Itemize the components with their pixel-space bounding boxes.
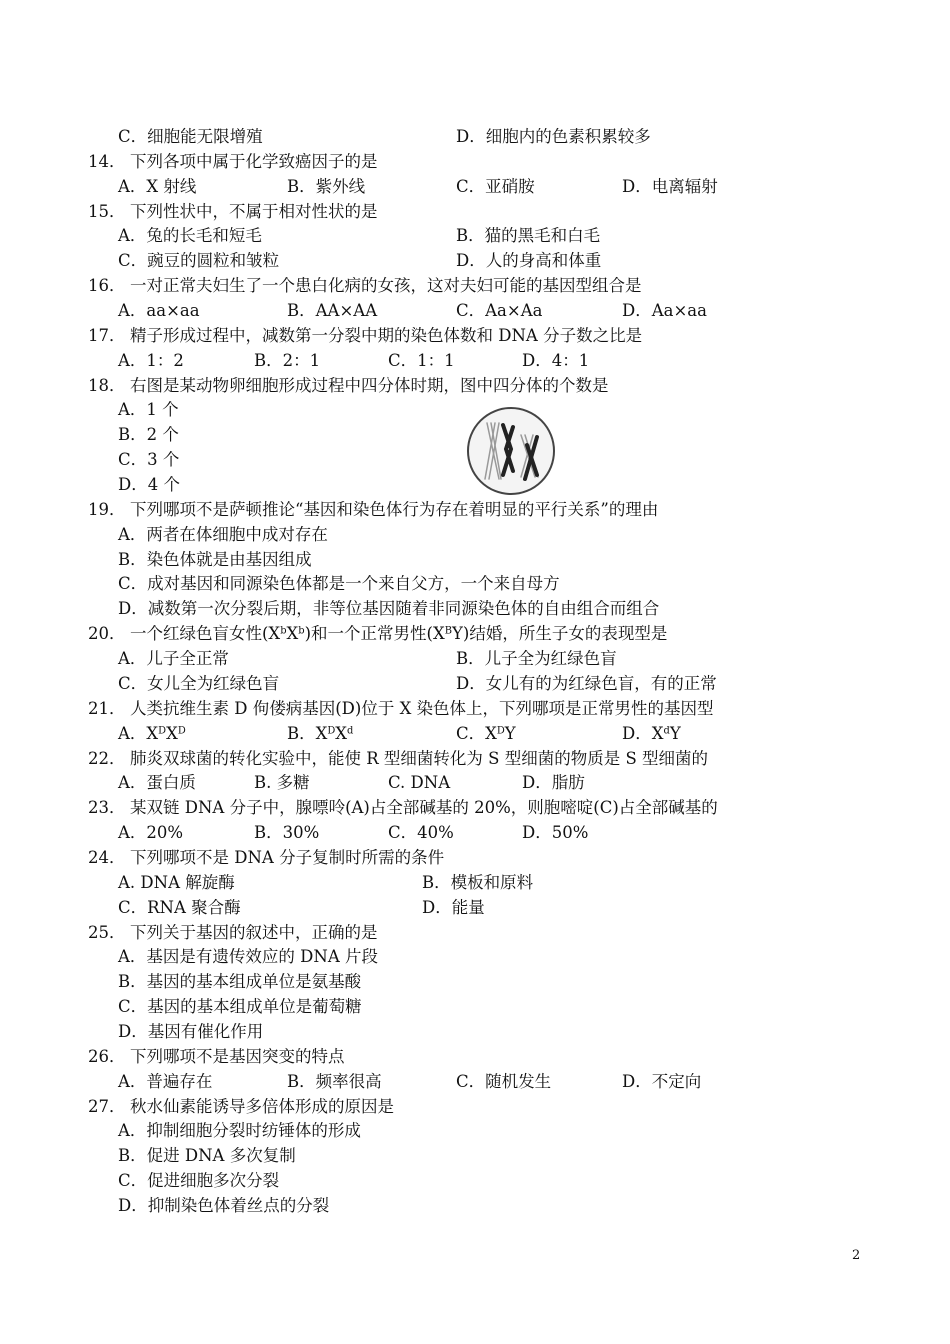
option-b: B．紫外线 xyxy=(287,176,366,196)
option-a: A．两者在体细胞中成对存在 xyxy=(118,524,328,544)
answer-options xyxy=(0,1069,950,1094)
answer-options xyxy=(0,721,950,746)
question-text: 下列哪项不是基因突变的特点 xyxy=(130,1046,345,1066)
question-number: 15． xyxy=(88,201,126,221)
question-stem xyxy=(0,1094,950,1119)
question-stem xyxy=(0,845,950,870)
option-a: A．aa×aa xyxy=(118,301,200,321)
option-a: C．女儿全为红绿色盲 xyxy=(118,673,280,693)
option-b: D．能量 xyxy=(422,897,485,917)
option-d: D．$X^dY$ xyxy=(622,723,681,743)
answer-options xyxy=(0,571,950,596)
option-b: D．人的身高和体重 xyxy=(456,251,602,271)
question-stem xyxy=(0,920,950,945)
option-b: B．猫的黑毛和白毛 xyxy=(456,226,601,246)
option-a: D．基因有催化作用 xyxy=(118,1021,264,1041)
question-number: 19． xyxy=(88,499,126,519)
question-text: 下列性状中，不属于相对性状的是 xyxy=(130,201,378,221)
answer-options xyxy=(0,770,950,795)
option-b: B．30% xyxy=(254,823,320,843)
option-b: B．模板和原料 xyxy=(422,872,534,892)
question-number: 24． xyxy=(88,847,126,867)
option-b: B．$X^DX^d$ xyxy=(287,723,354,743)
option-b: B．AA×AA xyxy=(287,301,378,321)
option-a: A．1 个 xyxy=(118,400,179,420)
option-a: A．$X^DX^D$ xyxy=(118,723,186,743)
answer-options xyxy=(0,174,950,199)
question-text: 秋水仙素能诱导多倍体形成的原因是 xyxy=(130,1096,394,1116)
question-text: 精子形成过程中，减数第一分裂中期的染色体数和 DNA 分子数之比是 xyxy=(130,325,643,345)
question-text: 一个红绿色盲女性$(X^bX^b)$和一个正常男性$(X^BY)$结婚，所生子女的表现型是 xyxy=(130,624,668,644)
answer-options xyxy=(0,994,950,1019)
option-c: C. DNA xyxy=(388,773,451,793)
option-d: D．Aa×aa xyxy=(622,301,707,321)
question-stem xyxy=(0,1044,950,1069)
option-a: A．普遍存在 xyxy=(118,1071,213,1091)
option-d: D．4：1 xyxy=(522,350,590,370)
option-b: D．女儿有的为红绿色盲，有的正常 xyxy=(456,673,717,693)
answer-options xyxy=(0,820,950,845)
answer-options xyxy=(0,522,950,547)
option-b: B. 多糖 xyxy=(254,773,310,793)
question-text: 某双链 DNA 分子中，腺嘌呤(A)占全部碱基的 20%，则胞嘧啶(C)占全部碱基的 xyxy=(130,798,718,818)
option-a: A．抑制细胞分裂时纺锤体的形成 xyxy=(118,1121,361,1141)
question-number: 16． xyxy=(88,276,126,296)
question-stem xyxy=(0,323,950,348)
answer-options xyxy=(0,895,950,920)
option-a: C．成对基因和同源染色体都是一个来自父方，一个来自母方 xyxy=(118,574,560,594)
question-text: 一对正常夫妇生了一个患白化病的女孩，这对夫妇可能的基因型组合是 xyxy=(130,276,642,296)
option-a: C．豌豆的圆粒和皱粒 xyxy=(118,251,280,271)
answer-options xyxy=(0,124,950,149)
answer-options xyxy=(0,547,950,572)
question-text: 下列哪项不是萨顿推论“基因和染色体行为存在着明显的平行关系”的理由 xyxy=(130,499,659,519)
question-stem xyxy=(0,795,950,820)
answer-options xyxy=(0,870,950,895)
option-a: A．X 射线 xyxy=(118,176,197,196)
option-d: D．电离辐射 xyxy=(622,176,718,196)
option-a: B．促进 DNA 多次复制 xyxy=(118,1146,296,1166)
question-number: 23． xyxy=(88,798,126,818)
question-stem xyxy=(0,746,950,771)
option-d: D．不定向 xyxy=(622,1071,702,1091)
answer-options xyxy=(0,646,950,671)
option-a: A．1：2 xyxy=(118,350,184,370)
option-a: D．减数第一次分裂后期，非等位基因随着非同源染色体的自由组合而组合 xyxy=(118,599,660,619)
question-number: 27． xyxy=(88,1096,126,1116)
option-b: D．细胞内的色素积累较多 xyxy=(456,127,651,146)
answer-options xyxy=(0,1118,950,1143)
option-a: A．基因是有遗传效应的 DNA 片段 xyxy=(118,947,378,967)
question-number: 17． xyxy=(88,325,126,345)
option-c: C．1：1 xyxy=(388,350,455,370)
answer-options xyxy=(0,671,950,696)
question-number: 21． xyxy=(88,698,126,718)
question-number: 25． xyxy=(88,922,126,942)
option-a: C．3 个 xyxy=(118,450,180,470)
option-a: B．2 个 xyxy=(118,425,179,445)
option-d: D．脂肪 xyxy=(522,773,585,793)
option-a: C．细胞能无限增殖 xyxy=(118,127,263,146)
option-a: D．4 个 xyxy=(118,475,180,495)
question-stem xyxy=(0,696,950,721)
option-a: C．促进细胞多次分裂 xyxy=(118,1171,280,1191)
question-text: 人类抗维生素 D 佝偻病基因(D)位于 X 染色体上，下列哪项是正常男性的基因型 xyxy=(130,698,714,718)
question-stem xyxy=(0,149,950,174)
option-c: C．40% xyxy=(388,823,454,843)
option-a: B．基因的基本组成单位是氨基酸 xyxy=(118,972,362,992)
option-a: A．20% xyxy=(118,823,184,843)
option-a: D．抑制染色体着丝点的分裂 xyxy=(118,1195,330,1215)
option-a: A．儿子全正常 xyxy=(118,649,229,669)
answer-options xyxy=(0,1143,950,1168)
question-text: 右图是某动物卵细胞形成过程中四分体时期，图中四分体的个数是 xyxy=(130,375,609,395)
answer-options xyxy=(0,223,950,248)
question-number: 14． xyxy=(88,151,126,171)
option-a: A. DNA 解旋酶 xyxy=(118,872,235,892)
option-b: B．2：1 xyxy=(254,350,321,370)
question-stem xyxy=(0,273,950,298)
option-a: B．染色体就是由基因组成 xyxy=(118,549,312,569)
tetrad-cell-diagram xyxy=(465,405,557,497)
option-a: C．RNA 聚合酶 xyxy=(118,897,241,917)
option-d: D．50% xyxy=(522,823,589,843)
option-c: C．随机发生 xyxy=(456,1071,552,1091)
page-number: 2 xyxy=(852,1248,861,1263)
question-text: 肺炎双球菌的转化实验中，能使 R 型细菌转化为 S 型细菌的物质是 S 型细菌的 xyxy=(130,748,708,768)
answer-options xyxy=(0,969,950,994)
question-number: 22． xyxy=(88,748,126,768)
question-stem xyxy=(0,373,950,398)
option-a: C．基因的基本组成单位是葡萄糖 xyxy=(118,997,362,1017)
question-number: 20． xyxy=(88,624,126,644)
question-stem xyxy=(0,199,950,224)
question-text: 下列关于基因的叙述中，正确的是 xyxy=(130,922,378,942)
answer-options xyxy=(0,1019,950,1044)
question-stem xyxy=(0,497,950,522)
option-c: C．Aa×Aa xyxy=(456,301,543,321)
option-a: A．蛋白质 xyxy=(118,773,196,793)
option-b: B．儿子全为红绿色盲 xyxy=(456,649,617,669)
question-text: 下列各项中属于化学致癌因子的是 xyxy=(130,151,378,171)
answer-options xyxy=(0,248,950,273)
option-a: A．兔的长毛和短毛 xyxy=(118,226,262,246)
answer-options xyxy=(0,596,950,621)
answer-options xyxy=(0,944,950,969)
answer-options xyxy=(0,298,950,323)
question-number: 18． xyxy=(88,375,126,395)
option-c: C．亚硝胺 xyxy=(456,176,535,196)
answer-options xyxy=(0,1193,950,1218)
option-c: C．$X^DY$ xyxy=(456,723,516,743)
answer-options xyxy=(0,1168,950,1193)
question-stem xyxy=(0,621,950,646)
question-number: 26． xyxy=(88,1046,126,1066)
option-b: B．频率很高 xyxy=(287,1071,382,1091)
question-text: 下列哪项不是 DNA 分子复制时所需的条件 xyxy=(130,847,445,867)
answer-options xyxy=(0,348,950,373)
